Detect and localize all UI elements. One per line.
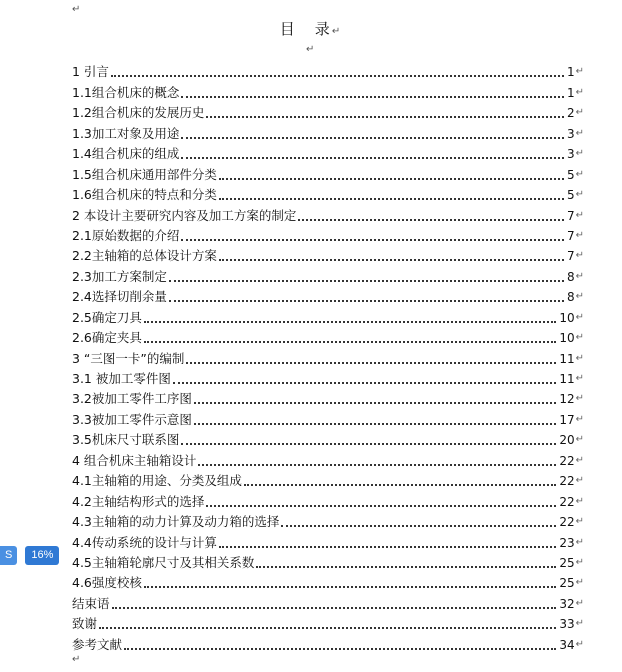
paragraph-mark: ↵ bbox=[575, 148, 584, 160]
dot-leader bbox=[298, 209, 564, 221]
paragraph-mark: ↵ bbox=[575, 618, 584, 630]
toc-entry[interactable] bbox=[72, 305, 584, 325]
toc-entry-label: 2.4选择切削余量 bbox=[72, 289, 167, 305]
dot-leader bbox=[124, 638, 556, 650]
paragraph-mark: ↵ bbox=[575, 434, 584, 446]
dot-leader bbox=[169, 270, 564, 282]
toc-entry-page: 5 bbox=[566, 188, 575, 203]
toc-entry[interactable] bbox=[72, 448, 584, 468]
toc-entry-label: 2 本设计主要研究内容及加工方案的制定 bbox=[72, 207, 297, 223]
toc-entry-page: 10 bbox=[559, 331, 575, 346]
toc-entry[interactable] bbox=[72, 551, 584, 571]
paragraph-mark: ↵ bbox=[306, 44, 315, 55]
paragraph-mark: ↵ bbox=[575, 475, 584, 487]
toc-entry[interactable] bbox=[72, 591, 584, 611]
toc-entry-page: 23 bbox=[559, 535, 575, 550]
paragraph-mark: ↵ bbox=[575, 107, 584, 119]
toc-entry-label: 4 组合机床主轴箱设计 bbox=[72, 452, 197, 468]
toc-entry-page: 32 bbox=[559, 596, 575, 611]
dot-leader bbox=[219, 249, 564, 261]
paragraph-mark: ↵ bbox=[575, 66, 584, 78]
paragraph-mark: ↵ bbox=[575, 250, 584, 262]
dot-leader bbox=[181, 229, 564, 241]
dot-leader bbox=[244, 474, 556, 486]
dot-leader bbox=[144, 331, 556, 343]
toc-entry-label: 2.2主轴箱的总体设计方案 bbox=[72, 248, 217, 264]
toc-entry-label: 3.2被加工零件工序图 bbox=[72, 391, 192, 407]
toc-entry[interactable] bbox=[72, 510, 584, 530]
toc-entry[interactable] bbox=[72, 183, 584, 203]
dot-leader bbox=[198, 454, 556, 466]
toc-entry-page: 22 bbox=[559, 515, 575, 530]
toc-entry-page: 3 bbox=[566, 126, 575, 141]
toc-entry[interactable] bbox=[72, 367, 584, 387]
toc-entry-page: 34 bbox=[559, 637, 575, 652]
paragraph-mark: ↵ bbox=[575, 638, 584, 650]
toc-entry-page: 11 bbox=[559, 351, 575, 366]
toc-entry[interactable] bbox=[72, 80, 584, 100]
toc-entry-page: 22 bbox=[559, 474, 575, 489]
paragraph-mark: ↵ bbox=[575, 332, 584, 344]
toc-title bbox=[0, 18, 622, 39]
paragraph-mark: ↵ bbox=[575, 373, 584, 384]
toc-entry-label: 2.5确定刀具 bbox=[72, 309, 142, 325]
dot-leader bbox=[111, 65, 564, 77]
toc-entry-page: 3 bbox=[566, 147, 575, 162]
dot-leader bbox=[181, 433, 556, 445]
toc-entry-page: 22 bbox=[559, 494, 575, 509]
toc-entry-label: 3.3被加工零件示意图 bbox=[72, 411, 192, 427]
dot-leader bbox=[281, 515, 556, 527]
dot-leader bbox=[219, 188, 564, 200]
toc-entry[interactable] bbox=[72, 264, 584, 284]
toc-entry-label: 2.3加工方案制定 bbox=[72, 268, 167, 284]
toc-entry[interactable] bbox=[72, 632, 584, 652]
toc-entry-page: 22 bbox=[559, 453, 575, 468]
toc-entry-page: 17 bbox=[559, 412, 575, 427]
badge-percent: 16% bbox=[25, 546, 59, 565]
paragraph-mark: ↵ bbox=[575, 352, 584, 364]
toc-entry-label: 4.3主轴箱的动力计算及动力箱的选择 bbox=[72, 514, 280, 530]
toc-entry-page: 12 bbox=[559, 392, 575, 407]
badge-letter: S bbox=[0, 546, 17, 565]
progress-badge[interactable] bbox=[0, 546, 59, 565]
toc-entry[interactable] bbox=[72, 612, 584, 632]
toc-entry-label: 3 “三图一卡”的编制 bbox=[72, 350, 185, 366]
toc-entry[interactable] bbox=[72, 407, 584, 427]
paragraph-mark: ↵ bbox=[575, 577, 584, 589]
toc-entry-label: 1.6组合机床的特点和分类 bbox=[72, 187, 217, 203]
toc-entry[interactable] bbox=[72, 428, 584, 448]
toc-entry-page: 25 bbox=[559, 576, 575, 591]
paragraph-mark: ↵ bbox=[575, 516, 584, 528]
dot-leader bbox=[256, 556, 556, 568]
dot-leader bbox=[144, 576, 556, 588]
dot-leader bbox=[99, 617, 556, 629]
paragraph-mark: ↵ bbox=[575, 454, 584, 466]
toc-entry[interactable] bbox=[72, 469, 584, 489]
toc-entry-page: 2 bbox=[566, 106, 575, 121]
toc-entry-label: 4.6强度校核 bbox=[72, 575, 142, 591]
toc-entry[interactable] bbox=[72, 121, 584, 141]
toc-entry-page: 7 bbox=[566, 208, 575, 223]
toc-entry[interactable] bbox=[72, 142, 584, 162]
toc-entry-label: 4.4传动系统的设计与计算 bbox=[72, 534, 217, 550]
toc-entry-label: 2.6确定夹具 bbox=[72, 330, 142, 346]
toc-entry-label: 1.5组合机床通用部件分类 bbox=[72, 166, 217, 182]
toc-entry-label: 1.2组合机床的发展历史 bbox=[72, 105, 205, 121]
toc-entry[interactable] bbox=[72, 346, 584, 366]
paragraph-mark: ↵ bbox=[575, 168, 584, 180]
paragraph-mark: ↵ bbox=[575, 127, 584, 139]
paragraph-mark: ↵ bbox=[72, 654, 81, 665]
toc-entry[interactable] bbox=[72, 530, 584, 550]
paragraph-mark: ↵ bbox=[575, 556, 584, 568]
toc-entry[interactable] bbox=[72, 244, 584, 264]
paragraph-mark: ↵ bbox=[575, 495, 584, 507]
toc-entry[interactable] bbox=[72, 571, 584, 591]
toc-entry-label: 4.2主轴结构形式的选择 bbox=[72, 493, 205, 509]
paragraph-mark: ↵ bbox=[575, 393, 584, 405]
toc-entry-label: 1.4组合机床的组成 bbox=[72, 146, 180, 162]
paragraph-mark: ↵ bbox=[575, 597, 584, 609]
toc-entry-label: 结束语 bbox=[72, 595, 110, 611]
toc-entry-page: 10 bbox=[559, 310, 575, 325]
paragraph-mark: ↵ bbox=[575, 189, 584, 201]
dot-leader bbox=[181, 147, 564, 159]
paragraph-mark: ↵ bbox=[575, 270, 584, 282]
paragraph-mark: ↵ bbox=[575, 291, 584, 303]
paragraph-mark: ↵ bbox=[72, 4, 81, 15]
dot-leader bbox=[206, 106, 564, 118]
dot-leader bbox=[144, 311, 556, 323]
toc-title-right: 录 bbox=[314, 20, 332, 38]
toc-entry-label: 1 引言 bbox=[72, 64, 109, 80]
toc-entry-label: 4.5主轴箱轮廓尺寸及其相关系数 bbox=[72, 554, 255, 570]
toc-entry-label: 3.5机床尺寸联系图 bbox=[72, 432, 180, 448]
paragraph-mark: ↵ bbox=[575, 536, 584, 548]
dot-leader bbox=[169, 290, 564, 302]
paragraph-mark: ↵ bbox=[575, 209, 584, 221]
dot-leader bbox=[206, 495, 556, 507]
toc-entry-page: 1 bbox=[566, 65, 575, 80]
toc-entry-page: 25 bbox=[559, 555, 575, 570]
toc-entry-label: 2.1原始数据的介绍 bbox=[72, 227, 180, 243]
dot-leader bbox=[173, 372, 556, 384]
toc-entry-page: 1 bbox=[566, 85, 575, 100]
toc-entry-label: 致谢 bbox=[72, 616, 98, 632]
toc-entry-label: 1.1组合机床的概念 bbox=[72, 84, 180, 100]
dot-leader bbox=[186, 352, 556, 364]
toc-entry-page: 8 bbox=[566, 269, 575, 284]
toc-entry-label: 3.1 被加工零件图 bbox=[72, 371, 171, 386]
toc-entry-label: 1.3加工对象及用途 bbox=[72, 125, 180, 141]
toc-entry[interactable] bbox=[72, 224, 584, 244]
toc-entry-page: 11 bbox=[559, 372, 575, 386]
toc-entry[interactable] bbox=[72, 101, 584, 121]
paragraph-mark: ↵ bbox=[575, 311, 584, 323]
toc-entry[interactable] bbox=[72, 162, 584, 182]
toc-entry-page: 33 bbox=[559, 617, 575, 632]
dot-leader bbox=[219, 168, 564, 180]
toc-entry-page: 7 bbox=[566, 228, 575, 243]
toc-entry[interactable] bbox=[72, 60, 584, 80]
paragraph-mark: ↵ bbox=[575, 413, 584, 425]
toc-entry-page: 8 bbox=[566, 290, 575, 305]
dot-leader bbox=[181, 127, 564, 139]
toc-entry-label: 4.1主轴箱的用途、分类及组成 bbox=[72, 473, 242, 489]
toc-entry[interactable] bbox=[72, 489, 584, 509]
toc-entry-page: 7 bbox=[566, 249, 575, 264]
paragraph-mark: ↵ bbox=[575, 229, 584, 241]
dot-leader bbox=[112, 597, 557, 609]
toc-entry[interactable] bbox=[72, 203, 584, 223]
dot-leader bbox=[194, 413, 556, 425]
paragraph-mark: ↵ bbox=[331, 26, 343, 37]
dot-leader bbox=[219, 536, 556, 548]
toc-entry[interactable] bbox=[72, 285, 584, 305]
table-of-contents bbox=[72, 60, 584, 653]
toc-entry[interactable] bbox=[72, 326, 584, 346]
paragraph-mark: ↵ bbox=[575, 86, 584, 98]
toc-entry-label: 参考文献 bbox=[72, 636, 123, 652]
toc-title-left: 目 bbox=[279, 20, 297, 38]
toc-entry[interactable] bbox=[72, 387, 584, 407]
toc-entry-page: 5 bbox=[566, 167, 575, 182]
dot-leader bbox=[194, 392, 556, 404]
dot-leader bbox=[181, 86, 564, 98]
toc-entry-page: 20 bbox=[559, 433, 575, 448]
